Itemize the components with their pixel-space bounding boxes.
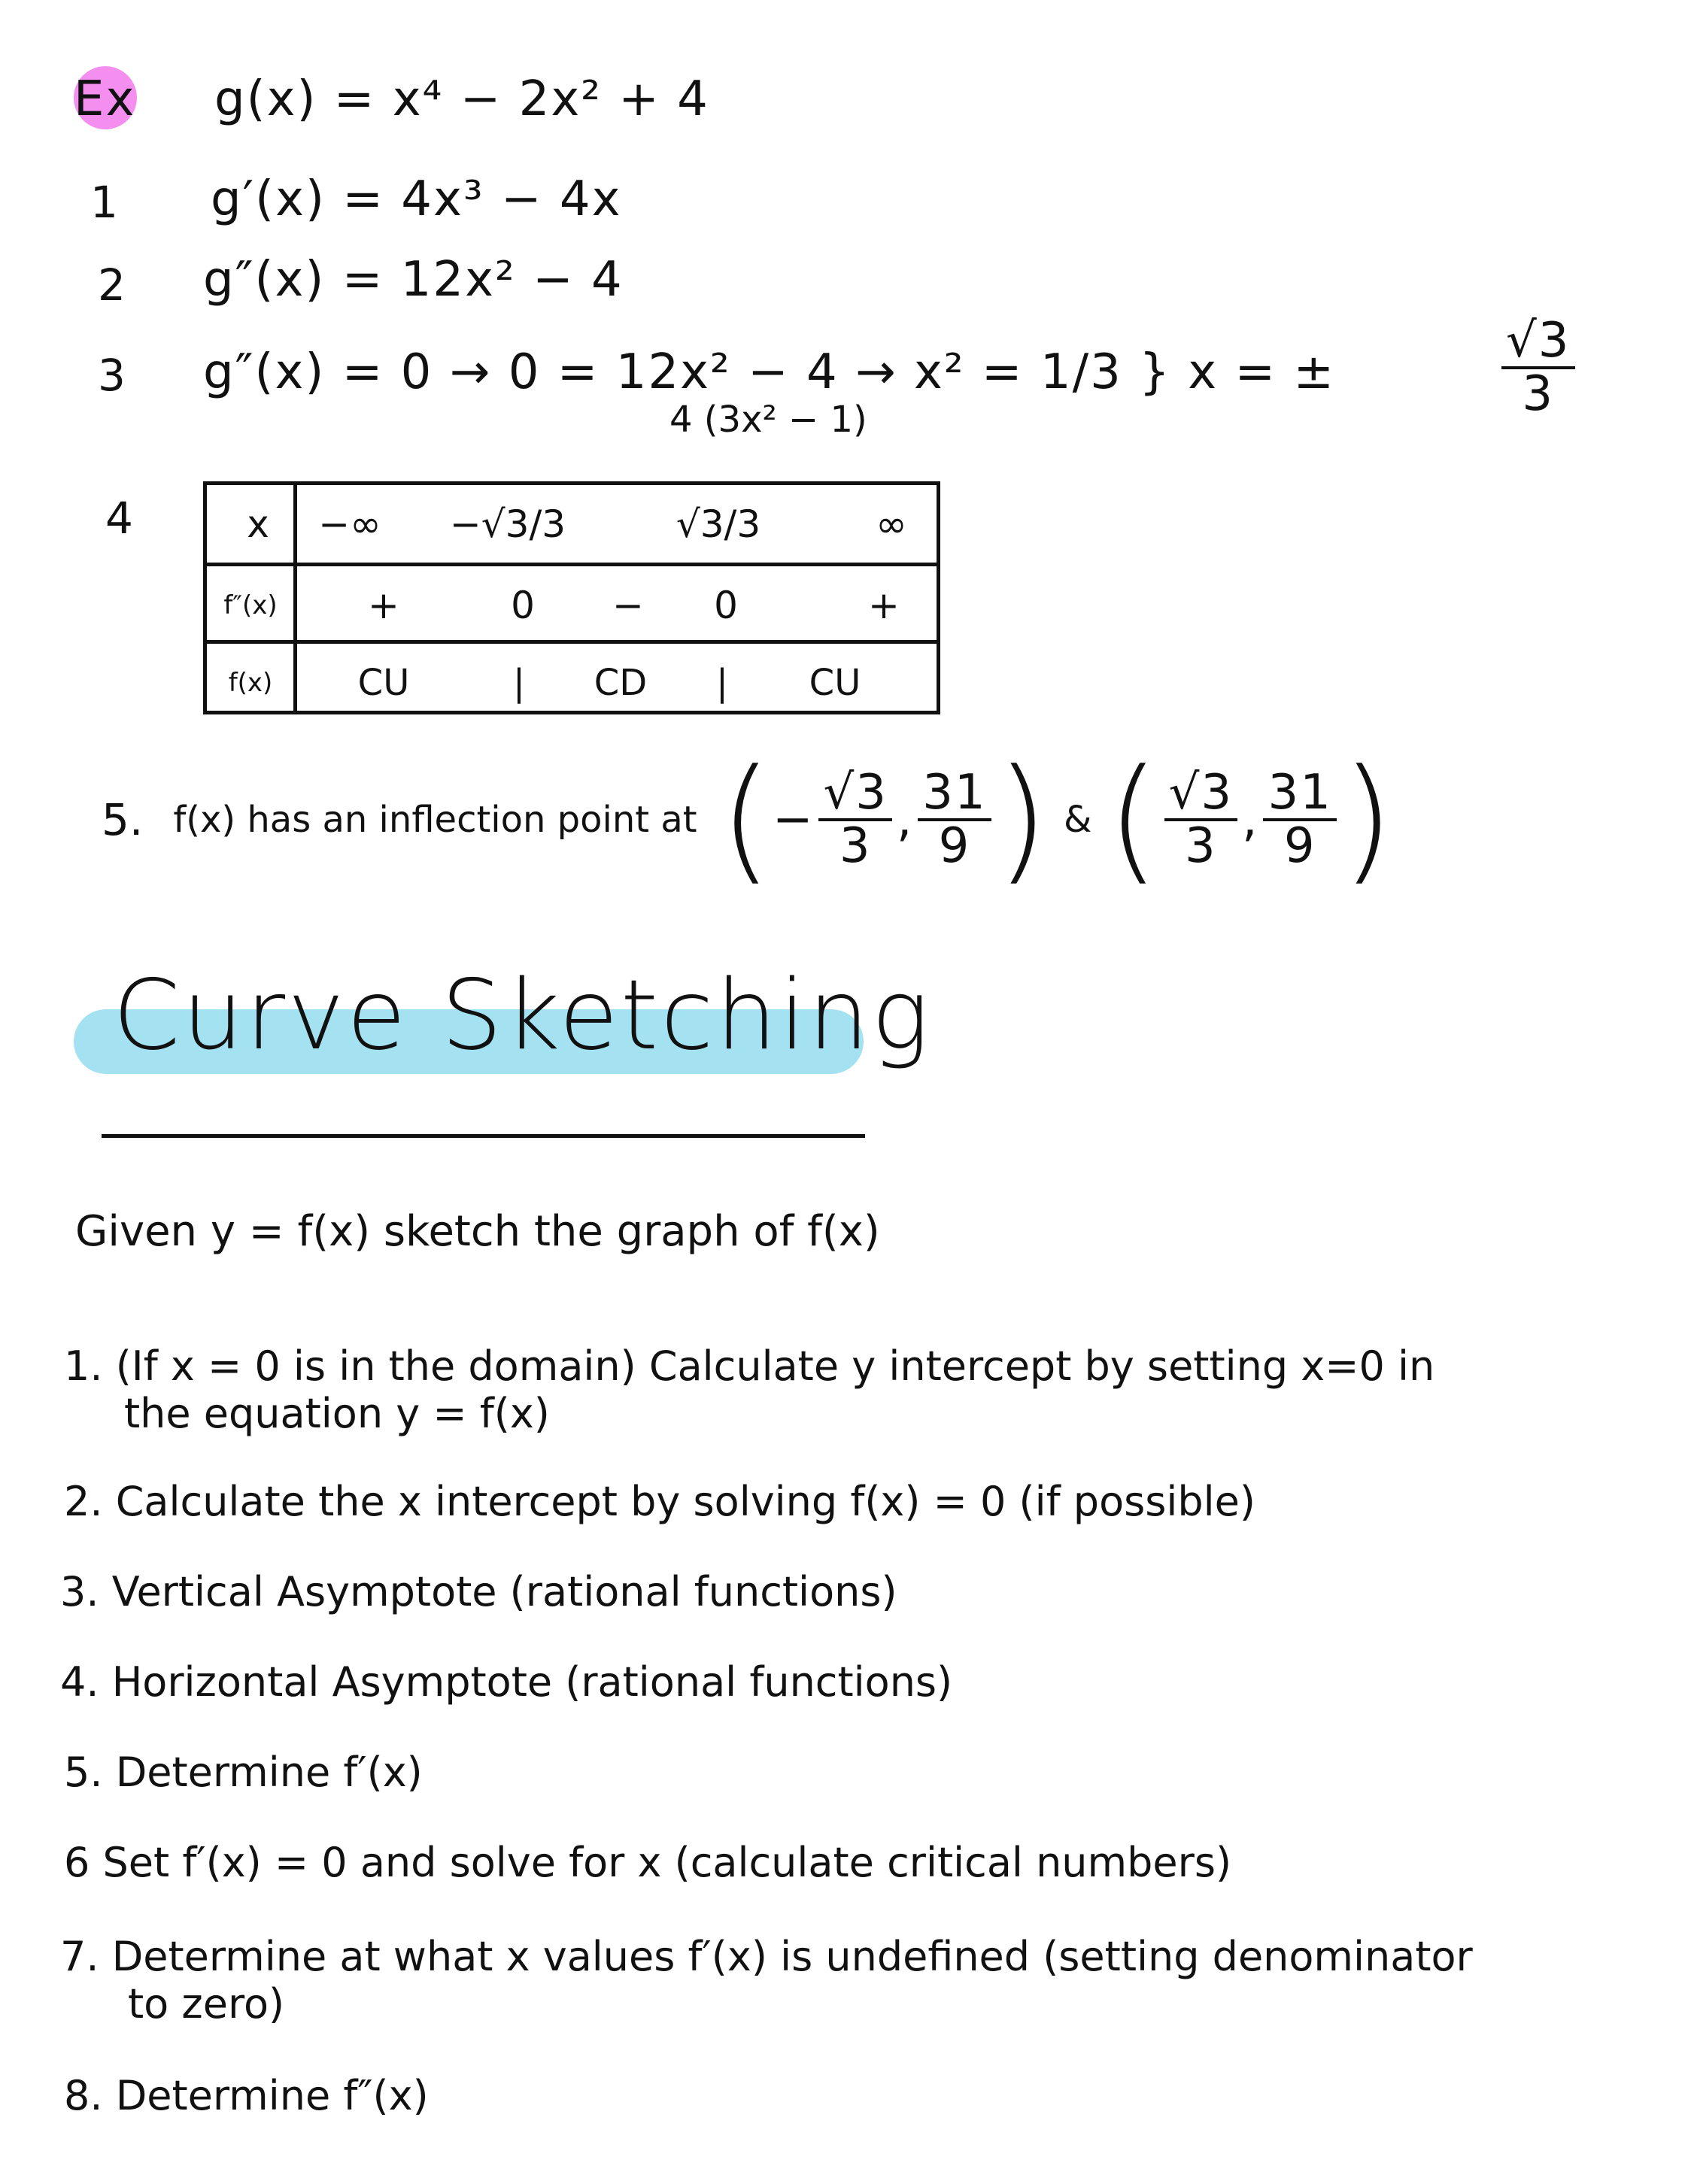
solve-second-derivative: g″(x) = 0 → 0 = 12x² − 4 → x² = 1/3 } x = ± [203,344,1336,400]
list-item-number: 3. [60,1568,99,1615]
list-item-continuation: to zero) [128,1980,285,2028]
list-item-text: Horizontal Asymptote (rational functions) [111,1658,953,1706]
list-item-number: 7. [60,1933,99,1980]
step-number-2: 2 [98,259,126,311]
sign-cell: + [368,583,399,627]
sign-cell: 0 [714,583,738,627]
list-item-text: Calculate the x intercept by solving f(x) = 0 (if possible) [115,1478,1255,1525]
sign-cell: 0 [511,583,535,627]
concavity-cell: | [512,661,526,704]
list-item [64,1749,423,1796]
point2-x-numerator: √3 [1164,768,1238,821]
list-item [64,1342,1434,1390]
row-label-function: f(x) [228,667,273,698]
list-item-number: 1. [64,1342,103,1390]
concavity-cell: CU [357,661,410,704]
root-fraction [1497,313,1580,423]
list-item [64,1478,1255,1525]
factored-form: 4 (3x² − 1) [669,399,867,441]
first-derivative: g′(x) = 4x³ − 4x [211,171,622,227]
function-definition: g(x) = x⁴ − 2x² + 4 [214,71,709,127]
header-x: x [247,502,269,546]
list-item-number: 6 [64,1839,90,1886]
point1-y-numerator: 31 [918,768,991,821]
list-item [60,1568,897,1615]
list-item [64,1839,1231,1886]
open-paren: ( [719,741,773,898]
second-derivative: g″(x) = 12x² − 4 [203,252,624,308]
list-item-continuation: the equation y = f(x) [124,1390,550,1437]
list-item-text: Vertical Asymptote (rational functions) [111,1568,897,1615]
step-number-3: 3 [98,350,126,401]
row-label-second-derivative: f″(x) [223,590,278,620]
root-numerator: √3 [1501,316,1575,369]
concavity-cell: | [715,661,729,704]
point1-x-denominator: 3 [839,818,872,874]
point1-x-sign: − [772,792,815,848]
sign-chart-table [203,481,940,714]
list-item-text: Determine at what x values f′(x) is undefined (setting denominator [111,1933,1473,1980]
step-number-1: 1 [90,177,118,228]
point1-y-denominator: 9 [938,818,971,874]
comma: , [896,792,914,848]
sign-cell: − [612,583,644,627]
point2-y-numerator: 31 [1263,768,1336,821]
list-item-number: 2. [64,1478,103,1525]
example-badge: Ex [74,71,136,127]
point1-x-numerator: √3 [818,768,892,821]
comma: , [1242,792,1259,848]
header-neg-root: −√3/3 [449,502,566,546]
header-neg-inf: −∞ [318,502,381,546]
list-item-text: Determine f″(x) [115,2072,429,2119]
inflection-conclusion [102,741,1395,898]
list-item-number: 4. [60,1658,99,1706]
open-paren: ( [1107,741,1160,898]
point2-y-denominator: 9 [1283,818,1316,874]
list-item [60,1658,952,1706]
conclusion-number: 5. [102,794,144,845]
concavity-cell: CD [594,661,648,704]
list-item [64,2072,429,2119]
list-item-text: Determine f′(x) [115,1749,423,1796]
list-item-text: (If x = 0 is in the domain) Calculate y intercept by setting x=0 in [115,1342,1435,1390]
close-paren: ) [1340,741,1395,898]
step-number-4: 4 [105,493,133,544]
root-denominator: 3 [1522,366,1555,423]
table-row-function [207,640,937,721]
title-underline [102,1134,865,1138]
joiner: & [1063,799,1092,841]
section-intro: Given y = f(x) sketch the graph of f(x) [75,1207,880,1256]
table-row-x [207,485,937,563]
list-item-number: 8. [64,2072,103,2119]
list-item [60,1933,1473,1980]
concavity-cell: CU [809,661,861,704]
conclusion-text: f(x) has an inflection point at [173,799,697,841]
point2-x-denominator: 3 [1185,818,1217,874]
list-item-text: Set f′(x) = 0 and solve for x (calculate critical numbers) [102,1839,1232,1886]
list-item-number: 5. [64,1749,103,1796]
close-paren: ) [995,741,1049,898]
section-title: Curve Sketching [113,960,932,1072]
sign-cell: + [868,583,900,627]
header-pos-inf: ∞ [876,502,907,546]
table-row-second-derivative [207,563,937,644]
header-pos-root: √3/3 [676,502,761,546]
